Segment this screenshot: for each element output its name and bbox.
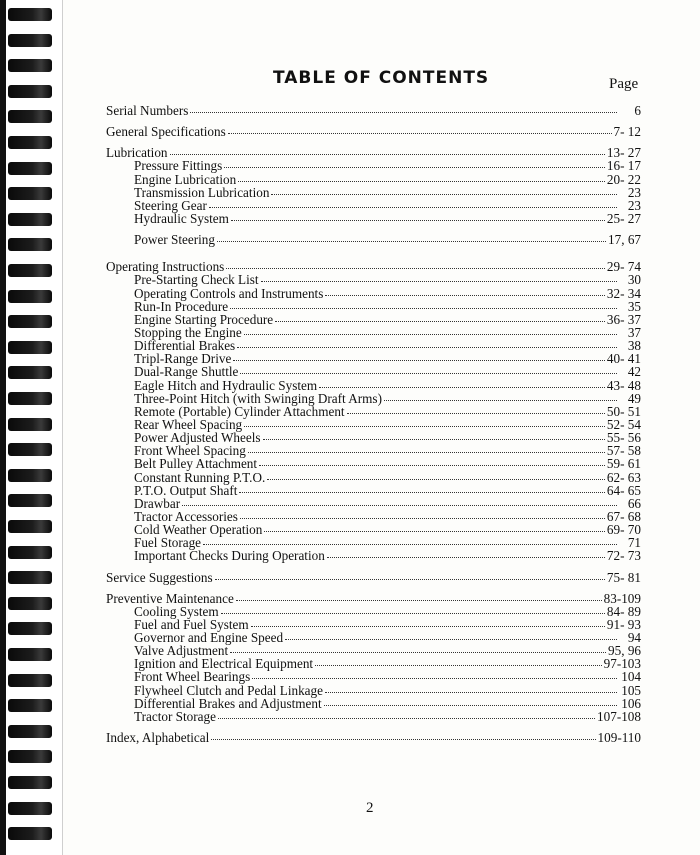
toc-subentry: [106, 300, 641, 313]
toc-subentry: [106, 212, 641, 225]
binding-ring: [8, 290, 52, 303]
dot-leader: [319, 386, 605, 388]
binding-ring: [8, 494, 52, 507]
toc-entry: [106, 125, 641, 138]
toc-entry-title: Preventive Maintenance: [106, 590, 234, 606]
binding-ring: [8, 750, 52, 763]
toc-subentry: [106, 159, 641, 172]
toc-subentry: [106, 605, 641, 618]
toc-entry-title: Fuel and Fuel System: [134, 616, 249, 632]
dot-leader: [236, 599, 602, 601]
toc-entry-title: Differential Brakes and Adjustment: [134, 695, 322, 711]
binding-ring: [8, 418, 52, 431]
toc-entry-page: 69- 70: [606, 522, 641, 538]
page-number: 2: [366, 800, 374, 816]
dot-leader: [259, 464, 605, 466]
dot-leader: [325, 294, 605, 296]
dot-leader: [244, 425, 605, 427]
dot-leader: [209, 206, 617, 208]
toc-subentry: [106, 392, 641, 405]
binding-ring: [8, 520, 52, 533]
toc-entry-title: Ignition and Electrical Equipment: [134, 656, 314, 672]
binding-ring: [8, 315, 52, 328]
binding-ring: [8, 776, 52, 789]
toc-entry-page: 37: [627, 324, 641, 340]
toc-subentry: [106, 549, 641, 562]
toc-entry-page: 42: [627, 364, 641, 380]
binding-ring: [8, 443, 52, 456]
toc-entry-title: Differential Brakes: [134, 338, 236, 354]
toc-entry-title: General Specifications: [106, 124, 226, 140]
toc-entry-page: 66: [627, 495, 641, 511]
toc-entry-title: Front Wheel Spacing: [134, 443, 246, 459]
toc-entry-page: 36- 37: [606, 311, 641, 327]
toc-entry-title: Governor and Engine Speed: [134, 630, 284, 646]
toc-entry-title: Dual-Range Shuttle: [134, 364, 239, 380]
toc-entry-page: 97-103: [603, 656, 641, 672]
toc-entry-page: 38: [627, 338, 641, 354]
toc-entry-page: 7- 12: [613, 124, 641, 140]
toc-entry-title: Rear Wheel Spacing: [134, 416, 243, 432]
dot-leader: [248, 451, 605, 453]
toc-entry-page: 64- 65: [606, 482, 641, 498]
binding-ring: [8, 725, 52, 738]
toc-entry-page: 94: [627, 630, 641, 646]
toc-subentry: [106, 313, 641, 326]
toc-entry-page: 59- 61: [606, 456, 641, 472]
toc-subentry: [106, 457, 641, 470]
toc-subentry: [106, 379, 641, 392]
dot-leader: [285, 638, 617, 640]
dot-leader: [271, 193, 617, 195]
toc-entry-page: 23: [627, 197, 641, 213]
toc-entry-title: Tripl-Range Drive: [134, 351, 232, 367]
toc-entry-page: 23: [627, 184, 641, 200]
binding-ring: [8, 699, 52, 712]
toc-entry: [106, 571, 641, 584]
dot-leader: [211, 738, 595, 740]
toc-entry-title: Hydraulic System: [134, 210, 229, 226]
dot-leader: [244, 333, 617, 335]
toc-entry-title: Lubrication: [106, 145, 168, 161]
toc-entry-page: 72- 73: [606, 548, 641, 564]
table-of-contents: [106, 104, 641, 744]
dot-leader: [347, 412, 605, 414]
toc-entry-page: 105: [621, 682, 641, 698]
toc-subentry: [106, 233, 641, 246]
toc-entry-title: Operating Instructions: [106, 259, 225, 275]
binding-ring: [8, 802, 52, 815]
spiral-binding: [0, 0, 62, 855]
toc-entry-page: 6: [634, 103, 641, 118]
dot-leader: [215, 578, 605, 580]
binding-edge: [0, 0, 6, 855]
toc-entry-title: Run-In Procedure: [134, 298, 229, 314]
dot-leader: [221, 612, 605, 614]
toc-entry-title: Constant Running P.T.O.: [134, 469, 266, 485]
toc-entry-title: Pre-Starting Check List: [134, 272, 259, 288]
binding-ring: [8, 622, 52, 635]
toc-subentry: [106, 186, 641, 199]
dot-leader: [324, 704, 617, 706]
toc-entry-page: 75- 81: [606, 569, 641, 585]
toc-entry-title: Power Adjusted Wheels: [134, 430, 261, 446]
toc-entry-title: Stopping the Engine: [134, 324, 242, 340]
toc-entry-page: 57- 58: [606, 443, 641, 459]
binding-ring: [8, 187, 52, 200]
toc-entry-title: Engine Starting Procedure: [134, 311, 274, 327]
toc-entry-title: Tractor Storage: [134, 708, 216, 724]
dot-leader: [170, 153, 605, 155]
dot-leader: [239, 491, 604, 493]
toc-entry-title: Drawbar: [134, 495, 181, 511]
toc-entry-page: 30: [627, 272, 641, 288]
binding-ring: [8, 162, 52, 175]
toc-entry-title: Fuel Storage: [134, 535, 202, 551]
toc-entry-title: Tractor Accessories: [134, 508, 238, 524]
toc-entry-title: Eagle Hitch and Hydraulic System: [134, 377, 318, 393]
toc-entry-page: 91- 93: [606, 616, 641, 632]
dot-leader: [226, 267, 605, 269]
binding-ring: [8, 674, 52, 687]
dot-leader: [327, 556, 605, 558]
toc-subentry: [106, 287, 641, 300]
binding-ring: [8, 110, 52, 123]
toc-entry-page: 107-108: [597, 708, 641, 724]
binding-ring: [8, 469, 52, 482]
dot-leader: [203, 543, 617, 545]
dot-leader: [264, 530, 605, 532]
toc-subentry: [106, 684, 641, 697]
toc-entry-title: Service Suggestions: [106, 569, 213, 585]
toc-entry-page: 67- 68: [606, 508, 641, 524]
toc-entry-page: 106: [621, 695, 641, 711]
binding-ring: [8, 571, 52, 584]
dot-leader: [230, 307, 617, 309]
dot-leader: [252, 677, 617, 679]
toc-entry-page: 25- 27: [606, 210, 641, 226]
toc-entry-title: Belt Pulley Attachment: [134, 456, 258, 472]
binding-ring: [8, 8, 52, 21]
toc-entry-page: 35: [627, 298, 641, 314]
dot-leader: [275, 320, 605, 322]
toc-subentry: [106, 670, 641, 683]
document-page: [62, 0, 700, 855]
toc-entry-page: 49: [627, 390, 641, 406]
dot-leader: [228, 132, 612, 134]
toc-entry: [106, 104, 641, 117]
dot-leader: [182, 504, 617, 506]
toc-subentry: [106, 497, 641, 510]
binding-ring: [8, 648, 52, 661]
dot-leader: [230, 651, 606, 653]
toc-entry: [106, 731, 641, 744]
binding-ring: [8, 546, 52, 559]
toc-entry-page: 104: [621, 669, 641, 685]
toc-subentry: [106, 273, 641, 286]
toc-entry-title: P.T.O. Output Shaft: [134, 482, 238, 498]
toc-entry-title: Power Steering: [134, 232, 215, 248]
toc-entry-page: 29- 74: [606, 259, 641, 275]
binding-ring: [8, 85, 52, 98]
dot-leader: [251, 625, 605, 627]
dot-leader: [263, 438, 605, 440]
binding-ring: [8, 264, 52, 277]
toc-entry-page: 109-110: [597, 730, 641, 746]
toc-entry-page: 43- 48: [606, 377, 641, 393]
toc-subentry: [106, 365, 641, 378]
toc-entry-page: 40- 41: [606, 351, 641, 367]
toc-entry-title: Pressure Fittings: [134, 158, 223, 174]
toc-subentry: [106, 405, 641, 418]
toc-entry-title: Engine Lubrication: [134, 171, 237, 187]
toc-entry-page: 16- 17: [606, 158, 641, 174]
toc-entry-title: Cooling System: [134, 603, 219, 619]
toc-subentry: [106, 484, 641, 497]
toc-entry-page: 84- 89: [606, 603, 641, 619]
page-column-label: Page: [609, 76, 639, 92]
toc-entry-title: Transmission Lubrication: [134, 184, 270, 200]
dot-leader: [325, 691, 617, 693]
binding-ring: [8, 136, 52, 149]
toc-subentry: [106, 173, 641, 186]
toc-entry: [106, 592, 641, 605]
toc-entry-page: 71: [627, 535, 641, 551]
toc-entry-page: 55- 56: [606, 430, 641, 446]
toc-entry-page: 95, 96: [608, 643, 641, 659]
dot-leader: [315, 664, 602, 666]
toc-entry-page: 20- 22: [606, 171, 641, 187]
binding-ring: [8, 213, 52, 226]
toc-entry-title: Remote (Portable) Cylinder Attachment: [134, 403, 345, 419]
toc-entry-title: Serial Numbers: [106, 103, 189, 118]
toc-entry-title: Flywheel Clutch and Pedal Linkage: [134, 682, 323, 698]
binding-ring: [8, 392, 52, 405]
toc-entry-page: 13- 27: [606, 145, 641, 161]
toc-entry-title: Important Checks During Operation: [134, 548, 325, 564]
dot-leader: [240, 372, 617, 374]
dot-leader: [218, 717, 595, 719]
dot-leader: [233, 359, 605, 361]
toc-subentry: [106, 471, 641, 484]
dot-leader: [190, 111, 617, 113]
toc-entry-page: 32- 34: [606, 285, 641, 301]
binding-ring: [8, 827, 52, 840]
toc-entry-page: 83-109: [603, 590, 641, 606]
binding-ring: [8, 238, 52, 251]
page-title: TABLE OF CONTENTS: [273, 68, 490, 88]
binding-ring: [8, 597, 52, 610]
binding-ring: [8, 366, 52, 379]
toc-entry-title: Index, Alphabetical: [106, 730, 210, 746]
toc-subentry: [106, 199, 641, 212]
toc-entry-title: Steering Gear: [134, 197, 207, 213]
toc-entry-title: Front Wheel Bearings: [134, 669, 251, 685]
dot-leader: [224, 166, 605, 168]
dot-leader: [237, 346, 617, 348]
toc-entry-page: 62- 63: [606, 469, 641, 485]
toc-entry-title: Three-Point Hitch (with Swinging Draft Arms): [134, 390, 382, 406]
toc-subentry: [106, 697, 641, 710]
dot-leader: [240, 517, 605, 519]
dot-leader: [231, 219, 605, 221]
dot-leader: [267, 478, 605, 480]
toc-entry-title: Cold Weather Operation: [134, 522, 263, 538]
binding-ring: [8, 34, 52, 47]
toc-entry-page: 52- 54: [606, 416, 641, 432]
toc-entry-title: Operating Controls and Instruments: [134, 285, 324, 301]
dot-leader: [384, 399, 617, 401]
toc-entry-title: Valve Adjustment: [134, 643, 229, 659]
toc-subentry: [106, 710, 641, 723]
dot-leader: [217, 240, 606, 242]
toc-entry-page: 50- 51: [606, 403, 641, 419]
dot-leader: [238, 180, 605, 182]
dot-leader: [261, 280, 617, 282]
binding-ring: [8, 341, 52, 354]
toc-entry-page: 17, 67: [608, 232, 641, 248]
binding-ring: [8, 59, 52, 72]
